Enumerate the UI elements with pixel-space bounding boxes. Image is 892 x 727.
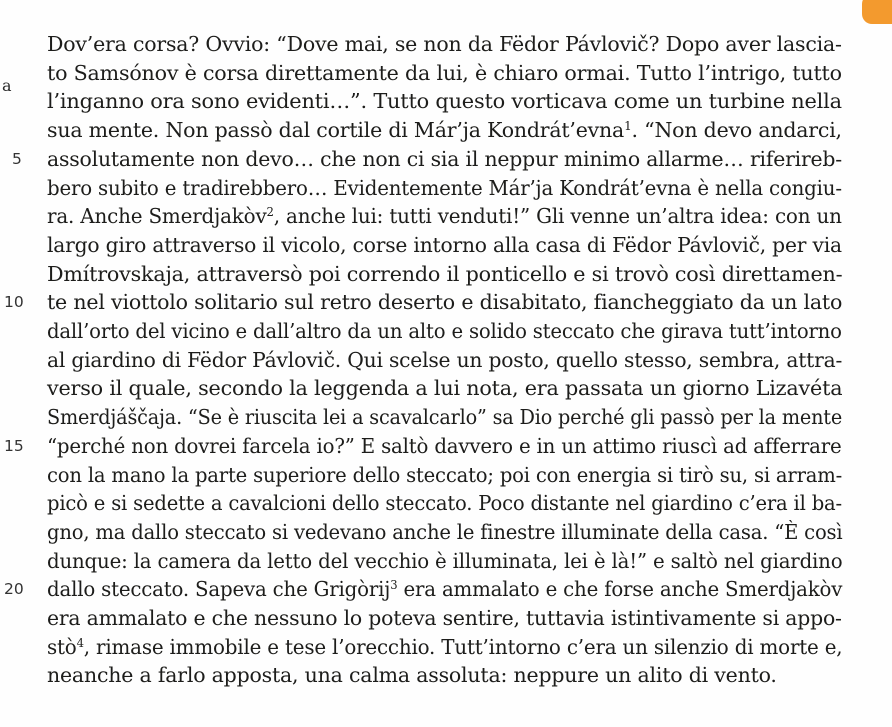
text-line — [47, 489, 842, 517]
text-segment: dallo steccato. Sapeva che Grigòrij — [47, 577, 391, 602]
text-line — [47, 403, 842, 431]
text-segment: neanche a farlo apposta, una calma assoluta: neppure un alito di vento. — [47, 663, 777, 688]
text-segment: era ammalato e che forse anche Smerdjakòv — [397, 577, 843, 602]
text-segment: era ammalato e che nessuno lo poteva sentire, tuttavia istintivamente si appo- — [47, 606, 842, 630]
text-line — [47, 346, 842, 374]
text-segment: , anche lui: tutti venduti!” Gli venne un’altra idea: con un — [273, 204, 842, 229]
text-line — [47, 575, 842, 603]
text-line — [47, 547, 842, 575]
orange-corner-tab — [862, 0, 892, 24]
text-line — [47, 87, 842, 115]
text-segment: con la mano la parte superiore dello steccato; poi con energia si tirò su, si arram- — [47, 462, 843, 487]
text-line — [47, 116, 842, 144]
text-segment: te nel viottolo solitario sul retro deserto e disabitato, fiancheggiato da un lato — [47, 290, 843, 315]
text-line — [47, 145, 842, 173]
text-line — [47, 174, 842, 202]
text-segment: “perché non dovrei farcela io?” E saltò davvero e in un attimo riuscì ad afferrare — [47, 433, 842, 458]
text-line — [47, 518, 842, 546]
text-segment: al giardino di Fëdor Pávlovič. Qui scelse un posto, quello stesso, sembra, attra- — [47, 347, 843, 372]
text-line — [47, 202, 842, 230]
text-line — [47, 30, 842, 58]
footnote-marker: 4 — [76, 635, 84, 650]
text-segment: gno, ma dallo steccato si vedevano anche le finestre illuminate della casa. “È così — [47, 519, 843, 544]
text-segment: Smerdjáščaja. “Se è riuscita lei a scavalcarlo” sa Dio perché gli passò per la mente — [47, 405, 843, 430]
text-segment: sua mente. Non passò dal cortile di Már’ja Kondrát’evna — [47, 118, 625, 143]
text-segment: l’inganno ora sono evidenti…”. Tutto questo vorticava come un turbine nella — [47, 89, 842, 114]
line-number: 5 — [12, 149, 22, 168]
line-number: 15 — [4, 436, 24, 455]
footnote-marker: 3 — [390, 578, 398, 593]
text-line — [47, 432, 842, 460]
text-segment: ra. Anche Smerdjakòv — [47, 204, 267, 229]
line-number: 10 — [4, 293, 24, 312]
text-line — [47, 317, 842, 345]
text-line — [47, 461, 842, 489]
text-segment: dunque: la camera da letto del vecchio è illuminata, lei è là!” e saltò nel giardino — [47, 548, 843, 573]
text-segment: to Samsónov è corsa direttamente da lui, è chiaro ormai. Tutto l’intrigo, tutto — [47, 60, 842, 85]
text-line — [47, 374, 842, 402]
left-margin-letter: a — [2, 76, 12, 95]
text-segment: Dmítrovskaja, attraversò poi correndo il ponticello e si trovò così direttamen- — [47, 261, 843, 286]
footnote-marker: 1 — [624, 119, 632, 134]
text-segment: dall’orto del vicino e dall’altro da un alto e solido steccato che girava tutt’intorno — [47, 319, 842, 343]
text-segment: Dov’era corsa? Ovvio: “Dove mai, se non da Fëdor Pávlovič? Dopo aver lascia- — [47, 32, 842, 56]
text-line — [47, 604, 842, 632]
text-line — [47, 288, 842, 316]
text-line — [47, 661, 777, 689]
text-segment: assolutamente non devo… che non ci sia il neppur minimo allarme… riferireb- — [47, 146, 843, 171]
text-segment: largo giro attraverso il vicolo, corse intorno alla casa di Fëdor Pávlovič, per via — [47, 232, 842, 257]
text-segment: picò e si sedette a cavalcioni dello steccato. Poco distante nel giardino c’era il ba- — [47, 491, 842, 516]
text-segment: stò — [47, 634, 77, 659]
text-line — [47, 633, 842, 661]
text-segment: bero subito e tradirebbero… Evidentemente Már’ja Kondrát’evna è nella congiu- — [47, 175, 842, 200]
text-segment: , rimase immobile e tese l’orecchio. Tutt’intorno c’era un silenzio di morte e, — [83, 634, 843, 659]
text-line — [47, 260, 842, 288]
text-line — [47, 59, 842, 87]
line-number: 20 — [4, 580, 24, 599]
text-line — [47, 231, 842, 259]
text-segment: . “Non devo andarci, — [631, 118, 842, 143]
footnote-marker: 2 — [266, 205, 274, 220]
text-segment: verso il quale, secondo la leggenda a lui nota, era passata un giorno Lizavéta — [47, 376, 843, 401]
